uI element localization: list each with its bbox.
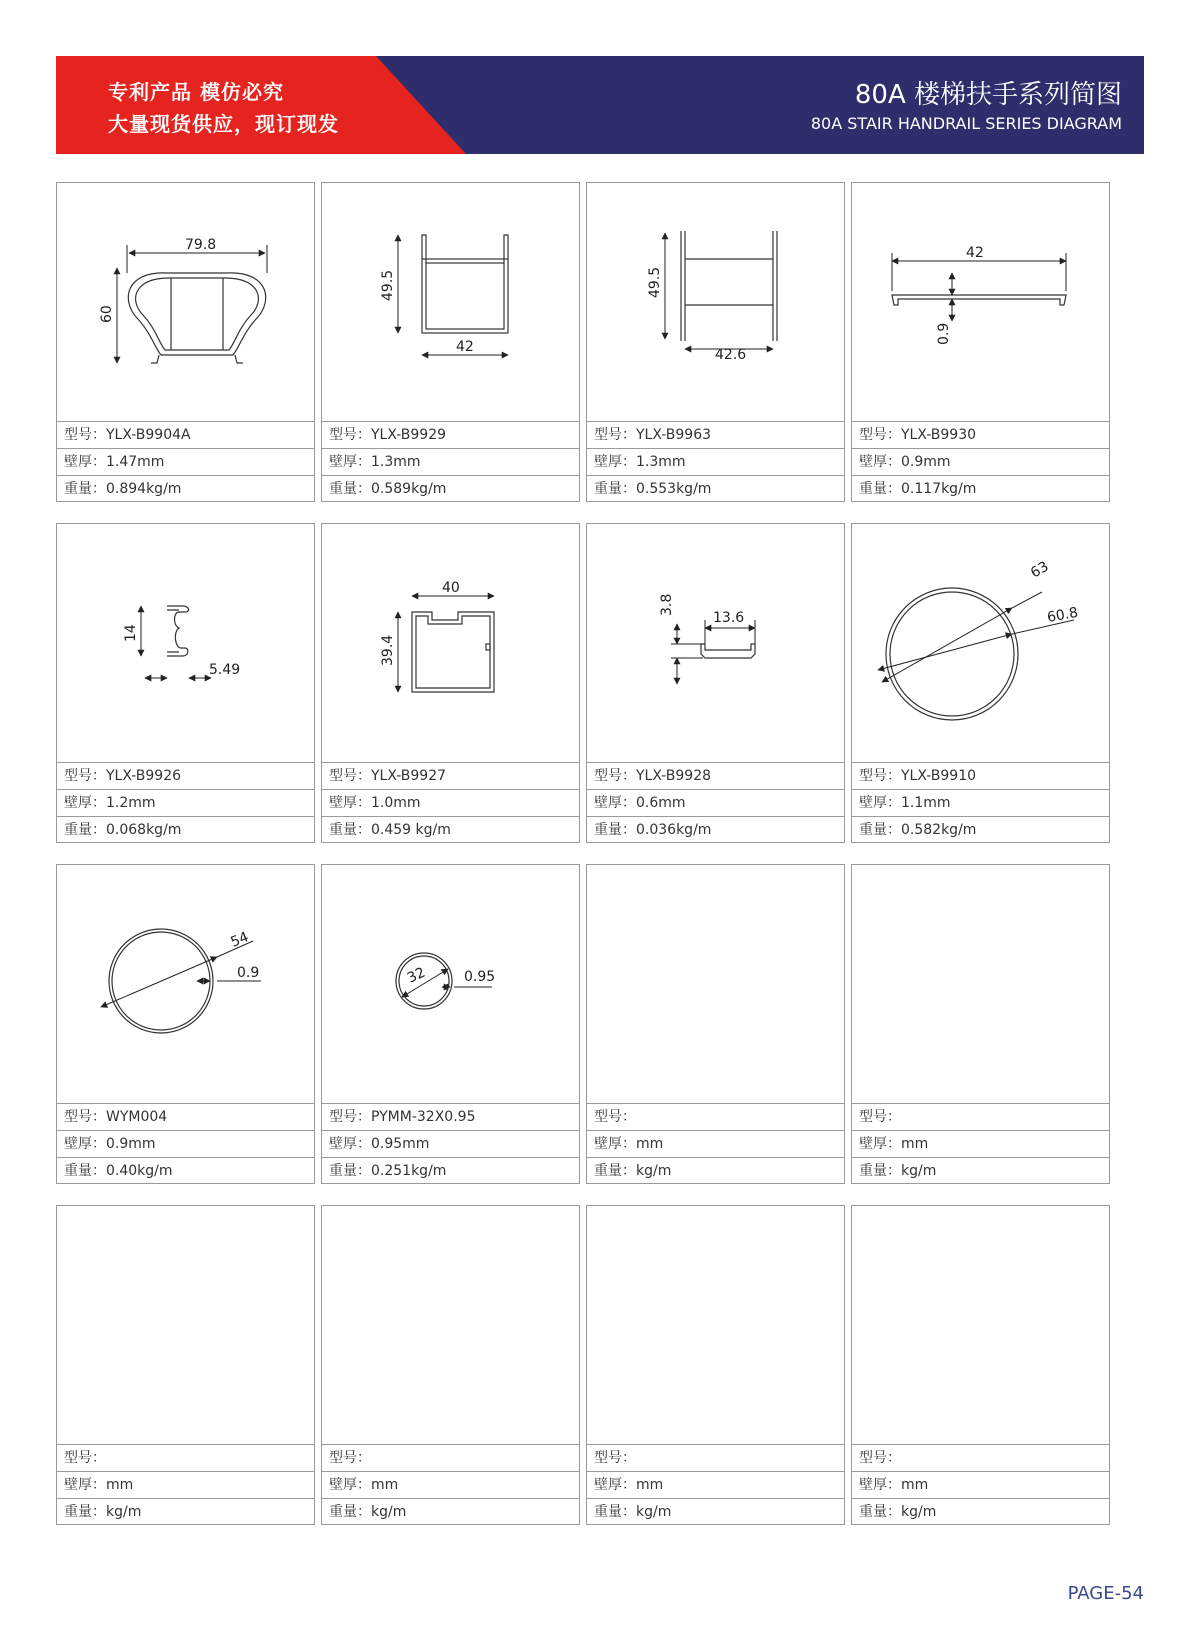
model-row [852,1444,1109,1471]
wall-row [57,789,314,816]
profile-drawing [322,1206,579,1444]
wall-value: mm [901,1136,929,1152]
spec-rows [57,762,314,842]
weight-value: 0.036kg/m [636,822,712,838]
profile-drawing [587,183,844,421]
product-card [586,182,845,502]
model-label: 型号： [859,1109,901,1125]
wall-label: 壁厚： [859,454,901,470]
product-card [56,182,315,502]
dimension-label: 32 [404,964,428,987]
weight-label: 重量： [859,1504,901,1520]
wall-row [587,1130,844,1157]
profile-svg [57,183,314,421]
model-value: YLX-B9963 [636,427,712,443]
wall-value: 1.3mm [636,454,686,470]
wall-value: mm [106,1477,134,1493]
product-card [56,864,315,1184]
spec-rows [587,762,844,842]
product-card [586,864,845,1184]
profile-drawing [852,865,1109,1103]
dimension-label: 40 [442,580,460,596]
model-label: 型号： [594,427,636,443]
model-label: 型号： [64,1450,106,1466]
wall-row [322,1130,579,1157]
model-label: 型号： [329,768,371,784]
profile-drawing [57,183,314,421]
product-card [586,1205,845,1525]
model-row [322,421,579,448]
model-value: YLX-B9904A [106,427,191,443]
model-row [587,1103,844,1130]
model-row [587,421,844,448]
model-label: 型号： [859,427,901,443]
profile-drawing [322,183,579,421]
dimension-label: 63 [1028,558,1052,582]
wall-row [57,1130,314,1157]
weight-label: 重量： [594,822,636,838]
dimension-label: 79.8 [185,237,217,253]
weight-label: 重量： [64,1163,106,1179]
profile-drawing [57,524,314,762]
weight-value: kg/m [901,1504,937,1520]
profile-drawing [587,865,844,1103]
weight-label: 重量： [594,481,636,497]
weight-value: kg/m [371,1504,407,1520]
wall-value: mm [371,1477,399,1493]
weight-label: 重量： [329,1504,371,1520]
model-label: 型号： [859,1450,901,1466]
weight-label: 重量： [859,481,901,497]
weight-value: 0.40kg/m [106,1163,173,1179]
title-english: 80A STAIR HANDRAIL SERIES DIAGRAM [810,114,1122,133]
product-card [56,523,315,843]
model-label: 型号： [594,1109,636,1125]
model-label: 型号： [64,768,106,784]
model-value: YLX-B9929 [371,427,447,443]
wall-row [57,1471,314,1498]
spec-rows [57,421,314,501]
product-card [321,523,580,843]
model-row [57,1103,314,1130]
weight-row [852,475,1109,503]
wall-label: 壁厚： [64,454,106,470]
weight-row [852,816,1109,844]
spec-rows [852,421,1109,501]
product-card [851,523,1110,843]
profile-svg [852,524,1109,762]
model-value: YLX-B9910 [901,768,977,784]
weight-row [322,1157,579,1185]
wall-row [322,789,579,816]
weight-value: 0.251kg/m [371,1163,447,1179]
weight-label: 重量： [64,1504,106,1520]
slogan-line2: 大量现货供应，现订现发 [108,112,339,136]
wall-value: 1.3mm [371,454,421,470]
wall-value: mm [636,1136,664,1152]
page-number: PAGE-54 [1067,1583,1144,1604]
wall-row [852,789,1109,816]
dimension-label: 39.4 [380,634,396,666]
wall-row [587,448,844,475]
wall-value: mm [636,1477,664,1493]
dimension-label: 60.8 [1045,604,1080,626]
weight-row [322,475,579,503]
spec-rows [322,421,579,501]
wall-label: 壁厚： [859,1136,901,1152]
model-value: PYMM-32X0.95 [371,1109,476,1125]
wall-label: 壁厚： [329,454,371,470]
slogan-line1: 专利产品 模仿必究 [108,80,284,104]
product-card [851,182,1110,502]
weight-row [57,1498,314,1526]
weight-value: 0.459 kg/m [371,822,451,838]
header-banner [56,56,1144,154]
weight-label: 重量： [64,481,106,497]
profile-svg [587,524,844,762]
model-row [587,1444,844,1471]
profile-drawing [852,1206,1109,1444]
profile-svg [322,524,579,762]
profile-svg [57,865,314,1103]
weight-row [587,816,844,844]
wall-row [852,1471,1109,1498]
weight-value: kg/m [901,1163,937,1179]
weight-value: 0.582kg/m [901,822,977,838]
profile-svg [57,524,314,762]
product-card [321,864,580,1184]
wall-value: 1.0mm [371,795,421,811]
weight-row [852,1157,1109,1185]
wall-label: 壁厚： [594,795,636,811]
dimension-label: 3.8 [659,593,675,616]
dimension-label: 14 [123,624,139,642]
wall-row [587,1471,844,1498]
model-row [852,1103,1109,1130]
dimension-label: 54 [228,929,252,951]
model-label: 型号： [329,1109,371,1125]
wall-row [587,789,844,816]
spec-rows [852,1444,1109,1524]
weight-label: 重量： [329,481,371,497]
weight-row [587,1157,844,1185]
wall-value: 1.2mm [106,795,156,811]
model-label: 型号： [329,427,371,443]
profile-drawing [852,524,1109,762]
product-card [56,1205,315,1525]
model-row [852,421,1109,448]
profile-svg [852,183,1109,421]
spec-rows [852,762,1109,842]
dimension-label: 42.6 [715,347,747,363]
weight-label: 重量： [329,822,371,838]
wall-label: 壁厚： [329,1136,371,1152]
model-row [57,1444,314,1471]
model-value: YLX-B9926 [106,768,182,784]
spec-rows [57,1103,314,1183]
model-value: YLX-B9928 [636,768,712,784]
profile-drawing [322,865,579,1103]
model-label: 型号： [594,768,636,784]
weight-label: 重量： [329,1163,371,1179]
weight-label: 重量： [594,1163,636,1179]
weight-value: 0.589kg/m [371,481,447,497]
profile-drawing [587,1206,844,1444]
model-label: 型号： [594,1450,636,1466]
product-card [851,864,1110,1184]
model-label: 型号： [64,1109,106,1125]
product-card [321,1205,580,1525]
spec-rows [852,1103,1109,1183]
dimension-label: 49.5 [380,269,396,301]
spec-rows [322,1103,579,1183]
wall-row [322,1471,579,1498]
profile-svg [322,865,579,1103]
wall-value: 0.6mm [636,795,686,811]
dimension-label: 0.95 [464,969,496,985]
wall-label: 壁厚： [594,1136,636,1152]
weight-row [587,475,844,503]
model-row [322,1103,579,1130]
wall-value: mm [901,1477,929,1493]
spec-rows [322,762,579,842]
profile-drawing [852,183,1109,421]
profile-svg [322,183,579,421]
product-card [851,1205,1110,1525]
wall-value: 0.95mm [371,1136,430,1152]
wall-label: 壁厚： [64,795,106,811]
model-row [587,762,844,789]
wall-label: 壁厚： [64,1136,106,1152]
wall-row [322,448,579,475]
dimension-label: 49.5 [647,266,663,298]
dimension-label: 0.9 [237,965,260,981]
weight-label: 重量： [859,1163,901,1179]
weight-row [322,816,579,844]
weight-value: kg/m [636,1504,672,1520]
weight-row [322,1498,579,1526]
weight-value: kg/m [636,1163,672,1179]
spec-rows [322,1444,579,1524]
weight-label: 重量： [594,1504,636,1520]
model-label: 型号： [859,768,901,784]
wall-label: 壁厚： [859,1477,901,1493]
weight-value: kg/m [106,1504,142,1520]
profile-drawing [587,524,844,762]
model-row [57,762,314,789]
title-chinese: 80A 楼梯扶手系列简图 [854,80,1122,110]
model-label: 型号： [64,427,106,443]
weight-row [57,816,314,844]
model-row [322,762,579,789]
weight-row [587,1498,844,1526]
weight-label: 重量： [859,822,901,838]
profile-drawing [322,524,579,762]
model-row [322,1444,579,1471]
dimension-label: 0.9 [936,322,952,345]
wall-value: 0.9mm [901,454,951,470]
dimension-label: 42 [966,245,984,261]
spec-rows [587,1444,844,1524]
profile-svg [587,183,844,421]
spec-rows [587,1103,844,1183]
dimension-label: 60 [99,305,115,323]
dimension-label: 13.6 [713,610,745,626]
wall-row [852,1130,1109,1157]
spec-rows [57,1444,314,1524]
model-value: WYM004 [106,1109,168,1125]
dimension-label: 42 [456,339,474,355]
spec-rows [587,421,844,501]
profile-drawing [57,1206,314,1444]
wall-label: 壁厚： [859,795,901,811]
model-row [852,762,1109,789]
wall-label: 壁厚： [329,1477,371,1493]
weight-value: 0.894kg/m [106,481,182,497]
model-value: YLX-B9930 [901,427,977,443]
wall-label: 壁厚： [594,1477,636,1493]
wall-row [57,448,314,475]
dimension-label: 5.49 [209,662,241,678]
wall-value: 0.9mm [106,1136,156,1152]
wall-label: 壁厚： [594,454,636,470]
weight-value: 0.553kg/m [636,481,712,497]
wall-value: 1.1mm [901,795,951,811]
profile-drawing [57,865,314,1103]
wall-value: 1.47mm [106,454,165,470]
weight-value: 0.117kg/m [901,481,977,497]
model-row [57,421,314,448]
wall-row [852,448,1109,475]
model-value: YLX-B9927 [371,768,447,784]
wall-label: 壁厚： [329,795,371,811]
weight-row [57,1157,314,1185]
product-card [586,523,845,843]
weight-label: 重量： [64,822,106,838]
model-label: 型号： [329,1450,371,1466]
weight-row [57,475,314,503]
weight-row [852,1498,1109,1526]
product-card [321,182,580,502]
weight-value: 0.068kg/m [106,822,182,838]
wall-label: 壁厚： [64,1477,106,1493]
